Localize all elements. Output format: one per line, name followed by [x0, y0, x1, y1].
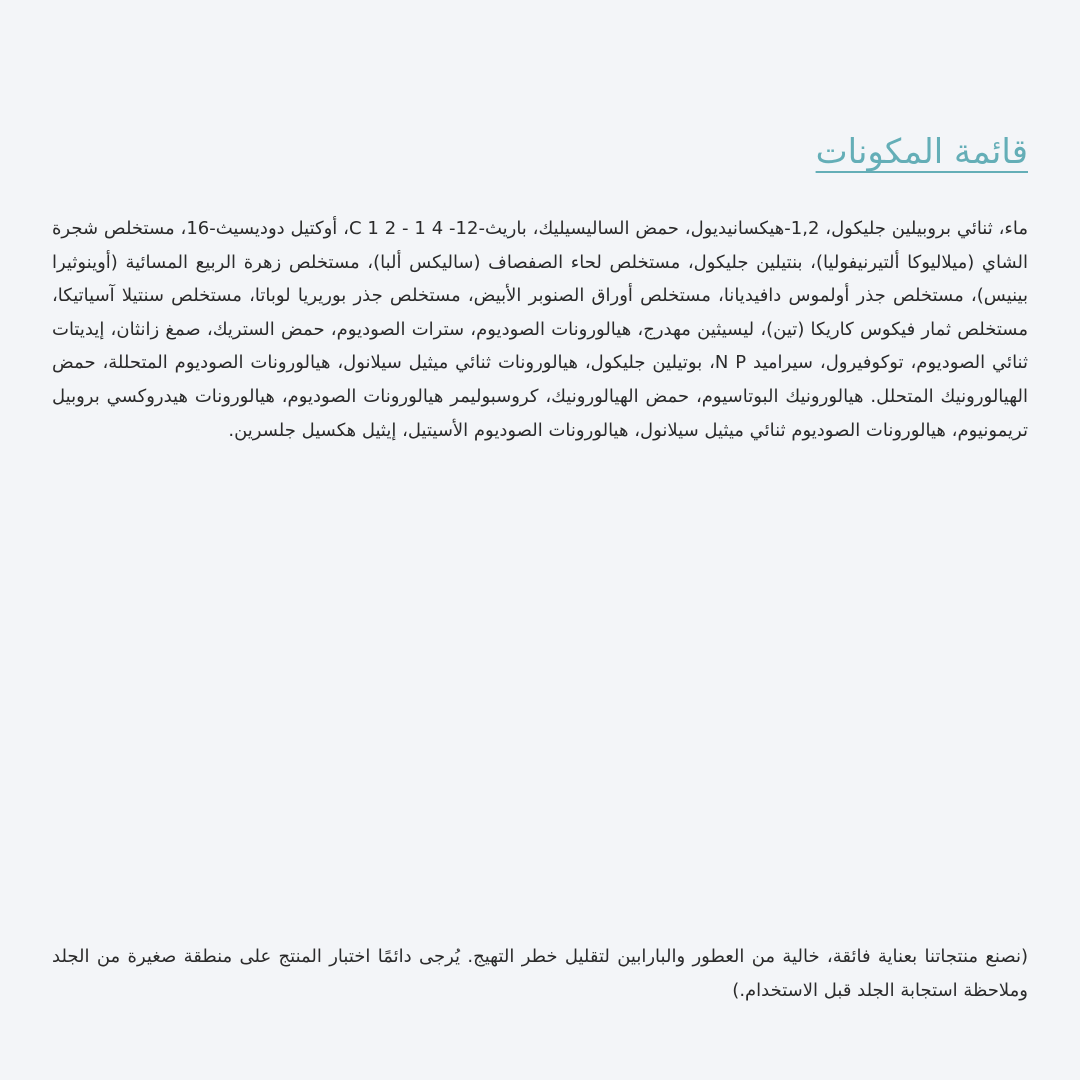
disclaimer-note: (نصنع منتجاتنا بعناية فائقة، خالية من العطور والبارابين لتقليل خطر التهيج. يُرجى دائمًا اختبار المنتج على منطقة صغيرة من الجلد وملاحظة استجابة الجلد قبل الاستخدام.)	[52, 946, 1028, 1001]
page-title: قائمة المكونات	[815, 132, 1028, 172]
ingredients-list: ماء، ثنائي بروبيلين جليكول، 1,2-هيكسانيديول، حمض الساليسيليك، باريث-12- 4 1 - 2 1 C، أوكتيل دوديسيث-16، مستخلص شجرة الشاي (ميلاليوكا ألتيرنيفوليا)، بنتيلين جليكول، مستخلص لحاء الصفصاف (ساليكس ألبا)، مستخلص زهرة الربيع المسائية (أوينوثيرا بينيس)، مستخلص جذر أولموس دافيديانا، مستخلص أوراق الصنوبر الأبيض، مستخلص جذر بوريريا لوباتا، مستخلص سنتيلا آسياتيكا، مستخلص ثمار فيكوس كاريكا (تين)، ليسيثين مهدرج، هيالورونات الصوديوم، سترات الصوديوم، حمض الستريك، صمغ زانثان، إيديتات ثنائي الصوديوم، توكوفيرول، سيراميد N P، بوتيلين جليكول، هيالورونات ثنائي ميثيل سيلانول، هيالورونات الصوديوم المتحللة، حمض الهيالورونيك المتحلل. هيالورونيك البوتاسيوم، حمض الهيالورونيك، كروسبوليمر هيالورونات الصوديوم، هيالورونات هيدروكسي بروبيل تريمونيوم، هيالورونات الصوديوم ثنائي ميثيل سيلانول، هيالورونات الصوديوم الأسيتيل، إيثيل هكسيل جلسرين.	[52, 218, 1029, 441]
